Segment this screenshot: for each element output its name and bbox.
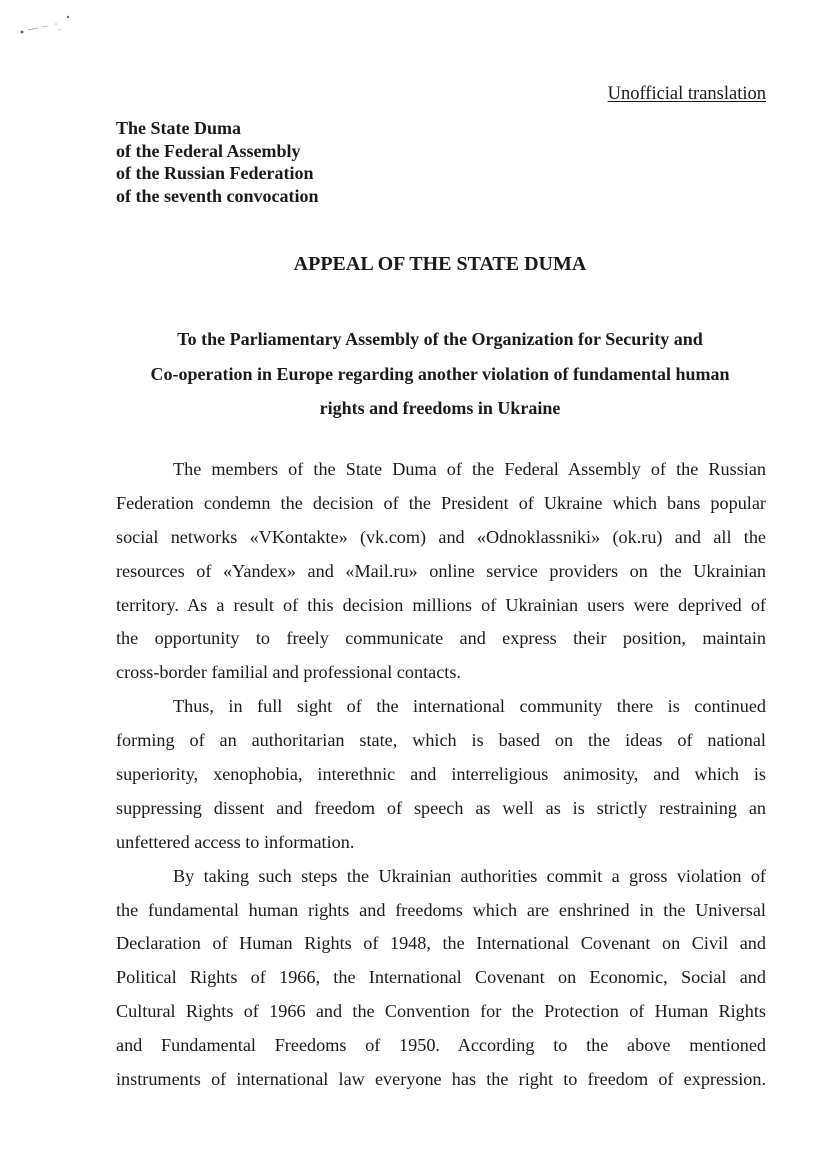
text-line: social networks «VKontakte» (vk.com) and «Odnoklassniki» (ok.ru) and all the [116, 526, 766, 547]
paragraph-2 [116, 690, 766, 859]
document-title: APPEAL OF THE STATE DUMA [293, 253, 587, 275]
text-line: the fundamental human rights and freedoms which are enshrined in the Universal [116, 899, 766, 920]
sender-line: The State Duma [116, 118, 241, 138]
text-line: the opportunity to freely communicate and express their position, maintain [116, 628, 766, 649]
text-line: Federation condemn the decision of the President of Ukraine which bans popular [116, 492, 766, 513]
addressee-line: Co-operation in Europe regarding another violation of fundamental human [150, 363, 730, 384]
text-line: The members of the State Duma of the Federal Assembly of the Russian [173, 459, 766, 479]
unofficial-translation-note: Unofficial translation [607, 84, 766, 104]
sender-block [116, 117, 318, 207]
text-line: cross-border familial and professional contacts. [116, 662, 461, 683]
text-line: Political Rights of 1966, the International Covenant on Economic, Social and [116, 967, 766, 988]
paragraph-1 [116, 453, 766, 690]
addressee-line: To the Parliamentary Assembly of the Organization for Security and [177, 329, 703, 349]
text-line: By taking such steps the Ukrainian authorities commit a gross violation of [173, 865, 766, 886]
paragraph-3 [116, 860, 766, 1097]
sender-line: of the Russian Federation [116, 163, 314, 183]
text-line: Cultural Rights of 1966 and the Convention for the Protection of Human Rights [116, 1001, 766, 1022]
text-line: Thus, in full sight of the international community there is continued [173, 696, 766, 717]
text-line: territory. As a result of this decision millions of Ukrainian users were deprived of [116, 594, 766, 615]
scan-speck-marks [14, 10, 84, 40]
addressee-block [116, 322, 764, 426]
text-line: suppressing dissent and freedom of speech as well as is strictly restraining an [116, 797, 766, 818]
text-line: forming of an authoritarian state, which is based on the ideas of national [116, 730, 766, 751]
addressee-line: rights and freedoms in Ukraine [319, 398, 561, 418]
text-line: Declaration of Human Rights of 1948, the International Covenant on Civil and [116, 933, 766, 954]
text-line: unfettered access to information. [116, 831, 355, 852]
body-text [116, 453, 766, 1097]
text-line: instruments of international law everyone has the right to freedom of expression. [116, 1069, 766, 1090]
text-line: superiority, xenophobia, interethnic and interreligious animosity, and which is [116, 764, 766, 785]
sender-line: of the seventh convocation [116, 185, 319, 206]
text-line: and Fundamental Freedoms of 1950. According to the above mentioned [116, 1035, 766, 1056]
text-line: resources of «Yandex» and «Mail.ru» online service providers on the Ukrainian [116, 560, 766, 581]
sender-line: of the Federal Assembly [116, 140, 301, 161]
